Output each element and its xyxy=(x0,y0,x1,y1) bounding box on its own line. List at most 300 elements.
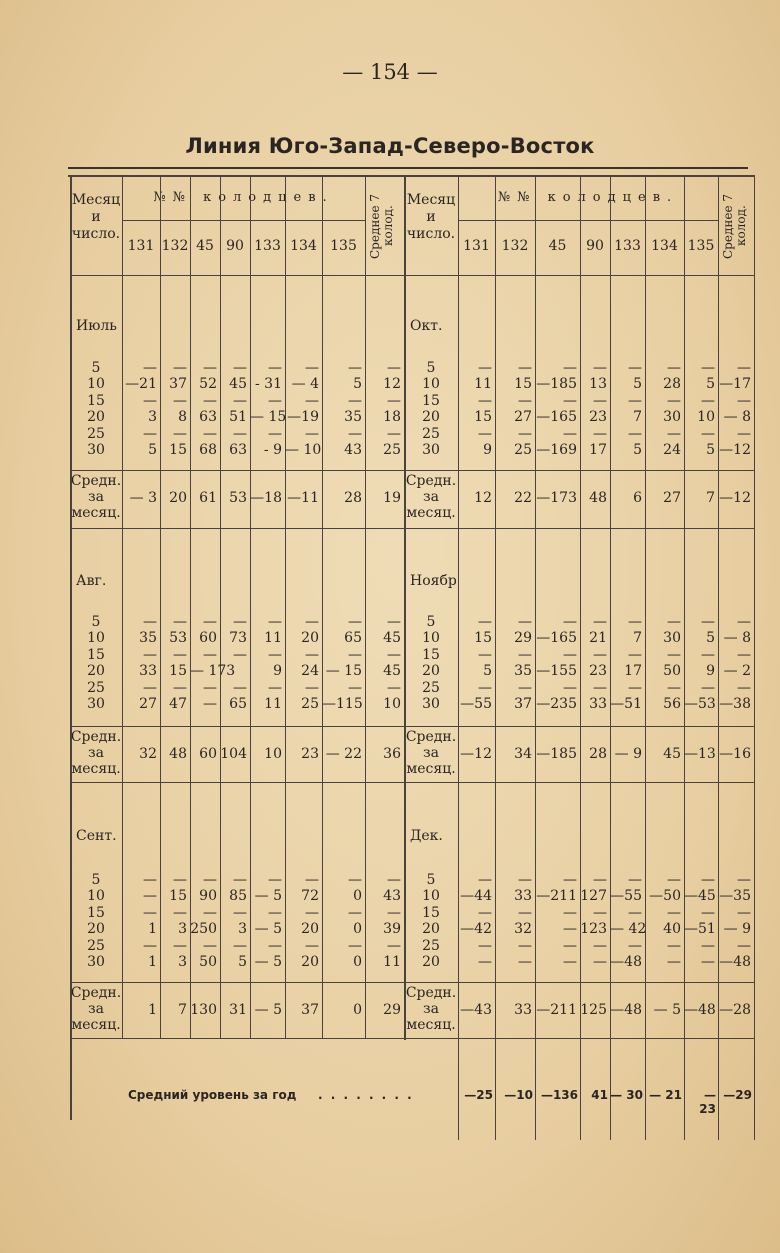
table-cell: — xyxy=(478,360,492,376)
table-cell: — xyxy=(593,904,607,921)
table-cell: — xyxy=(268,937,282,954)
column-rule xyxy=(322,175,323,528)
table-cell: — xyxy=(701,872,715,888)
table-cell: 45 xyxy=(383,630,401,647)
avg-cell: 33 xyxy=(514,1002,532,1018)
avg-cell: 104 xyxy=(220,746,247,762)
table-cell: —38 xyxy=(719,696,751,712)
column-rule xyxy=(190,175,191,528)
table-cell: 18 xyxy=(383,409,401,426)
table-cell: 72 xyxy=(301,888,319,905)
table-cell: 65 xyxy=(344,630,362,647)
table-cell: 47 xyxy=(169,696,187,712)
table-cell: 5 xyxy=(148,442,157,458)
avg-month-label: Средн. xyxy=(70,473,122,489)
table-cell: — xyxy=(387,679,401,696)
table-cell: — xyxy=(203,392,217,409)
day-label: 15 xyxy=(422,646,440,663)
row-rule xyxy=(404,782,754,783)
day-label: 30 xyxy=(87,442,105,458)
table-cell: — 5 xyxy=(254,888,282,905)
table-cell: 37 xyxy=(169,376,187,393)
table-cell: — xyxy=(667,392,681,409)
table-cell: —17 xyxy=(719,376,751,393)
table-cell: 123 xyxy=(580,921,607,938)
table-cell: 15 xyxy=(169,888,187,905)
table-cell: — xyxy=(563,937,577,954)
month-label: Ноябр xyxy=(410,573,457,589)
table-cell: — xyxy=(518,392,532,409)
table-cell: — 15 xyxy=(250,409,287,426)
table-cell: — xyxy=(667,872,681,888)
table-cell: — xyxy=(173,360,187,376)
table-cell: 5 xyxy=(706,376,715,393)
table-cell: —21 xyxy=(125,376,157,393)
well-number-header: 134 xyxy=(290,238,317,254)
table-cell: — xyxy=(737,614,751,630)
table-cell: 30 xyxy=(663,630,681,647)
table-cell: — xyxy=(173,614,187,630)
row-rule xyxy=(404,470,754,471)
table-cell: — xyxy=(268,614,282,630)
row-rule xyxy=(70,1038,404,1039)
day-label: 25 xyxy=(422,679,440,696)
well-number-header: 133 xyxy=(254,238,281,254)
table-cell: — xyxy=(563,872,577,888)
table-cell: — xyxy=(737,425,751,442)
day-label: 10 xyxy=(422,376,440,393)
table-cell: —169 xyxy=(536,442,577,458)
well-number-header: 135 xyxy=(687,238,715,254)
table-cell: 85 xyxy=(229,888,247,905)
column-rule xyxy=(684,175,685,528)
table-cell: — xyxy=(348,425,362,442)
avg-cell: 32 xyxy=(139,746,157,762)
table-cell: 20 xyxy=(301,954,319,970)
table-cell: —53 xyxy=(684,696,716,712)
table-cell: — xyxy=(173,425,187,442)
table-cell: 33 xyxy=(514,888,532,905)
table-cell: — xyxy=(563,392,577,409)
table-cell: —50 xyxy=(649,888,681,905)
day-label: 25 xyxy=(422,937,440,954)
well-number-header: 132 xyxy=(501,238,529,254)
table-cell: — 5 xyxy=(254,954,282,970)
avg-cell: —48 xyxy=(684,1002,716,1018)
table-cell: — xyxy=(628,646,642,663)
title-rule xyxy=(68,167,748,169)
table-cell: — xyxy=(348,614,362,630)
table-cell: — xyxy=(173,904,187,921)
avg-cell: 27 xyxy=(663,490,681,506)
avg-cell: —48 xyxy=(610,1002,642,1018)
table-cell: 65 xyxy=(229,696,247,712)
table-cell: — xyxy=(518,872,532,888)
table-cell: — xyxy=(701,360,715,376)
table-cell: — xyxy=(593,425,607,442)
table-cell: 15 xyxy=(514,376,532,393)
table-cell: — xyxy=(173,872,187,888)
table-cell: — xyxy=(233,904,247,921)
avg-7-header: Среднее 7 колод. xyxy=(368,193,395,259)
table-cell: — xyxy=(701,425,715,442)
avg-cell: 60 xyxy=(199,746,217,762)
table-cell: —51 xyxy=(610,696,642,712)
table-cell: — xyxy=(387,646,401,663)
avg-month-label: месяц. xyxy=(406,1017,456,1033)
row-rule xyxy=(404,528,754,529)
table-cell: 24 xyxy=(301,663,319,680)
table-cell: — xyxy=(701,954,715,970)
avg-month-label: месяц. xyxy=(406,505,456,521)
table-cell: — xyxy=(143,679,157,696)
day-label: 30 xyxy=(87,954,105,970)
table-cell: — xyxy=(203,360,217,376)
row-rule xyxy=(70,982,404,983)
table-cell: 15 xyxy=(474,630,492,647)
table-cell: 15 xyxy=(474,409,492,426)
avg-cell: — 22 xyxy=(325,746,362,762)
table-cell: 9 xyxy=(483,442,492,458)
table-cell: 5 xyxy=(633,442,642,458)
table-cell: — 5 xyxy=(254,921,282,938)
avg-cell: — 9 xyxy=(614,746,642,762)
table-cell: 11 xyxy=(383,954,401,970)
yearly-value: — 21 xyxy=(649,1088,682,1102)
table-cell: 60 xyxy=(199,630,217,647)
table-cell: — xyxy=(593,614,607,630)
table-cell: — xyxy=(233,360,247,376)
table-cell: — xyxy=(701,937,715,954)
day-label: 5 xyxy=(91,614,101,630)
avg-month-label: за xyxy=(88,745,104,761)
table-cell: 51 xyxy=(229,409,247,426)
table-cell: — xyxy=(143,360,157,376)
avg-cell: 1 xyxy=(148,1002,157,1018)
column-rule xyxy=(610,175,611,528)
avg-cell: —16 xyxy=(719,746,751,762)
day-label: 20 xyxy=(87,663,105,680)
day-label: 20 xyxy=(422,921,440,938)
day-label: 30 xyxy=(422,442,440,458)
table-cell: 1 xyxy=(148,954,157,970)
table-cell: — xyxy=(143,872,157,888)
table-cell: —19 xyxy=(287,409,319,426)
table-cell: 28 xyxy=(663,376,681,393)
column-rule xyxy=(285,175,286,528)
table-cell: 127 xyxy=(580,888,607,905)
table-cell: —42 xyxy=(460,921,492,938)
table-cell: — xyxy=(563,614,577,630)
yearly-label: Средний уровень за год xyxy=(128,1088,297,1102)
month-label: Дек. xyxy=(410,828,443,844)
table-cell: — xyxy=(478,392,492,409)
avg-month-label: месяц. xyxy=(71,505,121,521)
table-cell: — xyxy=(518,646,532,663)
table-cell: — xyxy=(305,614,319,630)
table-cell: — xyxy=(667,360,681,376)
table-cell: — xyxy=(203,904,217,921)
month-header-label: и xyxy=(91,209,101,225)
avg-cell: —12 xyxy=(719,490,751,506)
table-cell: — xyxy=(563,425,577,442)
avg-month-label: Средн. xyxy=(405,985,457,1001)
table-cell: 15 xyxy=(169,442,187,458)
table-cell: 15 xyxy=(169,663,187,680)
avg-cell: 29 xyxy=(383,1002,401,1018)
table-cell: — xyxy=(628,360,642,376)
table-cell: 11 xyxy=(264,630,282,647)
table-cell: — xyxy=(667,954,681,970)
table-cell: — xyxy=(701,646,715,663)
table-cell: — xyxy=(387,392,401,409)
table-cell: 37 xyxy=(514,696,532,712)
well-number-header: 133 xyxy=(614,238,641,254)
table-cell: — xyxy=(737,360,751,376)
avg-cell: 23 xyxy=(301,746,319,762)
month-header-label: и xyxy=(426,209,436,225)
table-cell: 90 xyxy=(199,888,217,905)
avg-cell: 7 xyxy=(706,490,715,506)
avg-cell: 12 xyxy=(474,490,492,506)
table-cell: 53 xyxy=(169,630,187,647)
table-cell: 1 xyxy=(148,921,157,938)
table-cell: 11 xyxy=(474,376,492,393)
avg-cell: —43 xyxy=(460,1002,492,1018)
avg-month-label: за xyxy=(423,1001,439,1017)
avg-cell: 7 xyxy=(178,1002,187,1018)
table-cell: 63 xyxy=(199,409,217,426)
table-cell: — xyxy=(143,646,157,663)
table-cell: — xyxy=(233,392,247,409)
avg-month-label: месяц. xyxy=(406,761,456,777)
table-cell: — xyxy=(387,937,401,954)
table-cell: 50 xyxy=(663,663,681,680)
page-title: Линия Юго-Запад-Северо-Восток xyxy=(185,134,595,158)
wells-header-label: №№ колодцев. xyxy=(153,190,334,205)
avg-month-label: Средн. xyxy=(405,729,457,745)
table-cell: 35 xyxy=(344,409,362,426)
table-cell: — xyxy=(387,425,401,442)
table-cell: — xyxy=(173,646,187,663)
table-cell: —12 xyxy=(719,442,751,458)
day-label: 15 xyxy=(422,392,440,409)
table-cell: 68 xyxy=(199,442,217,458)
avg-month-label: за xyxy=(423,745,439,761)
table-cell: 10 xyxy=(383,696,401,712)
table-cell: — xyxy=(478,425,492,442)
well-number-header: 45 xyxy=(548,238,567,254)
table-cell: — xyxy=(628,904,642,921)
table-cell: 3 xyxy=(148,409,157,426)
table-cell: — xyxy=(628,614,642,630)
table-cell: — xyxy=(518,360,532,376)
table-cell: 0 xyxy=(353,954,362,970)
row-rule xyxy=(404,1038,754,1039)
table-cell: 32 xyxy=(514,921,532,938)
day-label: 10 xyxy=(422,888,440,905)
avg-cell: 0 xyxy=(353,1002,362,1018)
table-cell: — xyxy=(478,937,492,954)
day-label: 10 xyxy=(87,888,105,905)
row-rule xyxy=(70,726,404,727)
table-cell: 33 xyxy=(589,696,607,712)
table-cell: 27 xyxy=(139,696,157,712)
table-cell: — xyxy=(348,904,362,921)
day-label: 15 xyxy=(87,646,105,663)
yearly-value: — 23 xyxy=(699,1088,716,1116)
column-rule xyxy=(160,175,161,528)
month-label: Окт. xyxy=(410,318,443,334)
table-cell: — xyxy=(173,679,187,696)
avg-cell: 61 xyxy=(199,490,217,506)
table-cell: 17 xyxy=(624,663,642,680)
column-rule xyxy=(535,175,536,528)
table-cell: — xyxy=(563,360,577,376)
avg-cell: 130 xyxy=(190,1002,217,1018)
table-cell: —235 xyxy=(536,696,577,712)
avg-cell: 28 xyxy=(589,746,607,762)
yearly-dots: . . . . . . . . xyxy=(318,1088,414,1102)
table-cell: —55 xyxy=(610,888,642,905)
table-cell: — xyxy=(268,360,282,376)
avg-cell: — 5 xyxy=(653,1002,681,1018)
table-cell: — xyxy=(233,646,247,663)
avg-cell: —173 xyxy=(536,490,577,506)
table-cell: — xyxy=(478,904,492,921)
table-cell: — xyxy=(268,392,282,409)
table-cell: —48 xyxy=(719,954,751,970)
column-rule xyxy=(754,1038,755,1140)
table-cell: — xyxy=(628,425,642,442)
yearly-value: —136 xyxy=(540,1088,578,1102)
avg-cell: —11 xyxy=(287,490,319,506)
day-label: 5 xyxy=(426,360,436,376)
well-number-header: 131 xyxy=(127,238,155,254)
column-rule xyxy=(365,175,366,528)
month-label: Сент. xyxy=(76,828,117,844)
avg-cell: 48 xyxy=(169,746,187,762)
column-rule xyxy=(718,175,719,528)
day-label: 5 xyxy=(426,614,436,630)
day-label: 20 xyxy=(87,921,105,938)
well-number-header: 90 xyxy=(586,238,604,254)
day-label: 25 xyxy=(422,425,440,442)
table-cell: — xyxy=(233,679,247,696)
table-cell: 21 xyxy=(589,630,607,647)
table-cell: — xyxy=(233,614,247,630)
column-rule xyxy=(122,175,123,528)
avg-month-label: Средн. xyxy=(70,729,122,745)
day-label: 15 xyxy=(87,904,105,921)
table-cell: — xyxy=(478,954,492,970)
row-rule xyxy=(458,220,718,221)
table-cell: 250 xyxy=(190,921,217,938)
day-label: 10 xyxy=(422,630,440,647)
table-cell: 5 xyxy=(353,376,362,393)
table-cell: —35 xyxy=(719,888,751,905)
day-label: 30 xyxy=(422,696,440,712)
table-cell: 5 xyxy=(706,630,715,647)
table-cell: 20 xyxy=(301,630,319,647)
table-cell: 25 xyxy=(514,442,532,458)
table-cell: — xyxy=(348,679,362,696)
avg-cell: 36 xyxy=(383,746,401,762)
column-rule xyxy=(754,175,755,1060)
table-cell: — xyxy=(203,425,217,442)
table-cell: — xyxy=(563,646,577,663)
table-cell: — xyxy=(478,614,492,630)
table-cell: —185 xyxy=(536,376,577,393)
table-cell: 35 xyxy=(514,663,532,680)
table-cell: 52 xyxy=(199,376,217,393)
avg-cell: 34 xyxy=(514,746,532,762)
day-label: 20 xyxy=(87,409,105,426)
table-cell: —211 xyxy=(536,888,577,905)
well-number-header: 135 xyxy=(330,238,357,254)
table-cell: — xyxy=(387,872,401,888)
table-cell: — xyxy=(701,904,715,921)
page-number: — 154 — xyxy=(342,60,438,84)
table-cell: — xyxy=(563,954,577,970)
day-label: 5 xyxy=(91,872,101,888)
column-rule xyxy=(458,175,459,528)
table-cell: — xyxy=(348,937,362,954)
well-number-header: 134 xyxy=(651,238,678,254)
table-cell: — xyxy=(593,392,607,409)
table-cell: — xyxy=(387,360,401,376)
table-cell: — xyxy=(628,679,642,696)
well-number-header: 132 xyxy=(161,238,189,254)
avg-cell: 45 xyxy=(663,746,681,762)
day-label: 25 xyxy=(87,679,105,696)
table-cell: —115 xyxy=(322,696,363,712)
table-cell: — 42 xyxy=(610,921,647,938)
table-cell: 23 xyxy=(589,663,607,680)
table-cell: — 10 xyxy=(285,442,322,458)
table-cell: — xyxy=(233,937,247,954)
table-cell: — xyxy=(737,679,751,696)
wells-header-label: №№ колодцев. xyxy=(497,190,679,205)
yearly-value: 41 xyxy=(591,1088,608,1102)
table-cell: 25 xyxy=(301,696,319,712)
row-rule xyxy=(70,782,404,783)
table-cell: — xyxy=(305,872,319,888)
month-label: Июль xyxy=(76,318,117,334)
table-cell: — xyxy=(305,425,319,442)
avg-cell: —185 xyxy=(536,746,577,762)
avg-month-label: месяц. xyxy=(71,1017,121,1033)
table-cell: 63 xyxy=(229,442,247,458)
table-cell: — 8 xyxy=(723,630,751,647)
table-cell: — 173 xyxy=(190,663,236,680)
table-cell: — xyxy=(203,937,217,954)
table-cell: 20 xyxy=(301,921,319,938)
table-cell: — xyxy=(701,614,715,630)
table-cell: — 8 xyxy=(723,409,751,426)
yearly-value: —25 xyxy=(464,1088,493,1102)
table-cell: 7 xyxy=(633,630,642,647)
table-cell: — xyxy=(268,679,282,696)
table-cell: — xyxy=(667,937,681,954)
table-cell: — xyxy=(593,937,607,954)
table-cell: —45 xyxy=(684,888,716,905)
month-header-label: Месяц xyxy=(71,192,121,208)
table-cell: - 9 xyxy=(263,442,282,458)
day-label: 20 xyxy=(422,663,440,680)
avg-cell: 31 xyxy=(229,1002,247,1018)
table-cell: — xyxy=(563,679,577,696)
